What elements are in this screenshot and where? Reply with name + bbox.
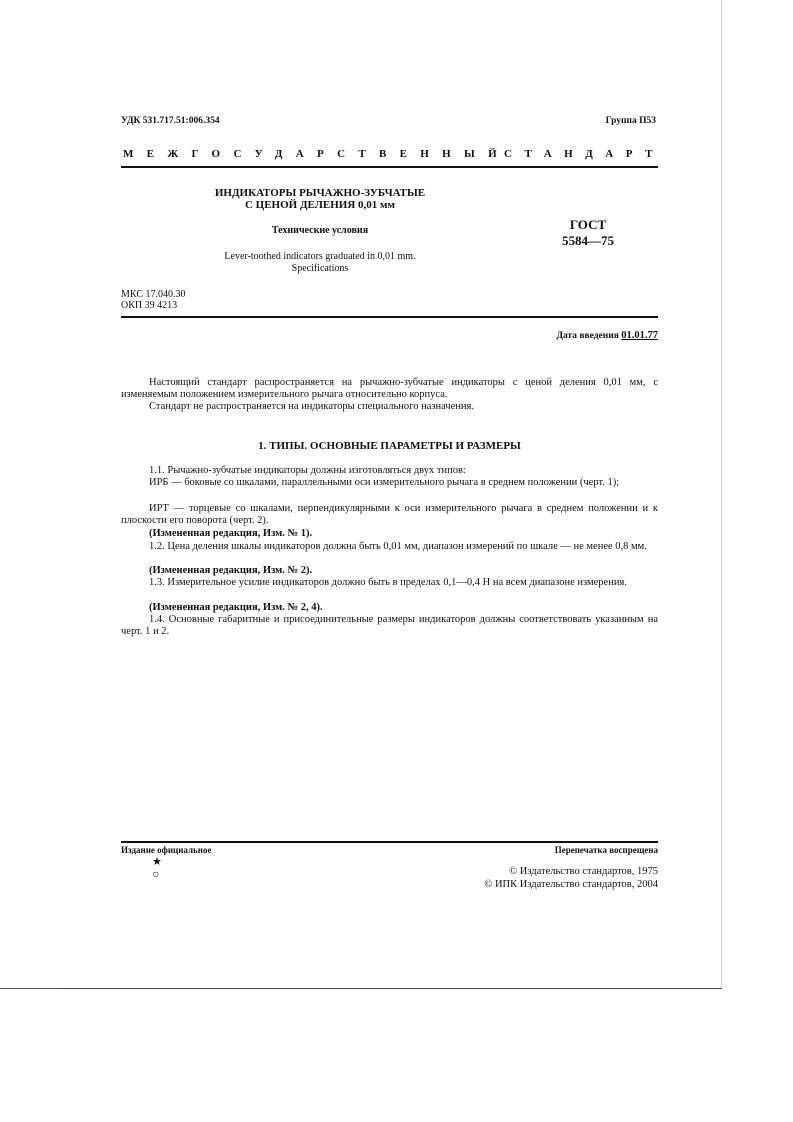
clause-1-2: 1.2. Цена деления шкалы индикаторов должна быть 0,01 мм, диапазон измерений по шкале — не менее 0,8 мм.	[149, 541, 647, 552]
mks-code: МКС 17.040.30	[121, 289, 186, 300]
change-note-3: (Измененная редакция, Изм. № 2, 4).	[149, 602, 323, 613]
official-edition: Издание официальное	[121, 845, 212, 855]
codes-rule	[121, 316, 658, 318]
clause-1-1: 1.1. Рычажно-зубчатые индикаторы должны изготовляться двух типов:	[149, 465, 466, 476]
gost-label: ГОСТ	[569, 217, 607, 232]
header-interstate: МЕЖГОСУДАРСТВЕННЫЙ	[123, 148, 510, 160]
title-english-1: Lever-toothed indicators graduated in 0,01 mm.	[224, 251, 416, 262]
intro-paragraph-2: Стандарт не распространяется на индикаторы специального назначения.	[149, 401, 475, 412]
copyright-1975: © Издательство стандартов, 1975	[509, 866, 658, 877]
clause-irb: ИРБ — боковые со шкалами, параллельными оси измерительного рычага в среднем положении (черт. 1);	[149, 477, 620, 488]
intro-date	[556, 330, 658, 341]
udk-code: УДК 531.717.51:006.354	[121, 116, 220, 126]
reprint-prohibited: Перепечатка воспрещена	[554, 845, 658, 855]
change-note-2: (Измененная редакция, Изм. № 2).	[149, 565, 313, 576]
clause-irt: ИРТ — торцевые со шкалами, перпендикулярными к оси измерительного рычага в среднем положении и к плоскости его поворота (черт. 2).	[121, 503, 658, 526]
title-line-1: ИНДИКАТОРЫ РЫЧАЖНО-ЗУБЧАТЫЕ	[214, 187, 426, 199]
header-standard: СТАНДАРТ	[504, 148, 665, 160]
change-note-1: (Измененная редакция, Изм. № 1).	[149, 528, 313, 539]
group-code: Группа П53	[605, 116, 656, 126]
title-english-2: Specifications	[291, 263, 349, 274]
circle-icon: ○	[152, 867, 160, 881]
intro-paragraph-1: Настоящий стандарт распространяется на рычажно-зубчатые индикаторы с ценой деления 0,01 мм, с изменяемым положением измерительного рычага относительно корпуса.	[121, 377, 658, 400]
page-bottom-border	[60, 988, 722, 989]
title-line-2: С ЦЕНОЙ ДЕЛЕНИЯ 0,01 мм	[244, 199, 396, 211]
intro-date-value: 01.01.77	[621, 330, 658, 341]
okp-code: ОКП 39 4213	[121, 300, 178, 311]
clause-1-4: 1.4. Основные габаритные и присоединительные размеры индикаторов должны соответствовать указанным на черт. 1 и 2.	[121, 614, 658, 637]
clause-1-3: 1.3. Измерительное усилие индикаторов должно быть в пределах 0,1—0,4 Н на всем диапазоне измерения.	[149, 577, 627, 588]
title-subtitle: Технические условия	[271, 225, 369, 236]
star-icon: ★	[152, 856, 162, 868]
header-rule	[121, 166, 658, 168]
section-1-heading: 1. ТИПЫ. ОСНОВНЫЕ ПАРАМЕТРЫ И РАЗМЕРЫ	[258, 440, 521, 452]
gost-number: 5584—75	[562, 233, 614, 248]
intro-date-label: Дата введения	[556, 331, 619, 341]
footer-rule	[121, 841, 658, 843]
copyright-2004: © ИПК Издательство стандартов, 2004	[484, 879, 658, 890]
